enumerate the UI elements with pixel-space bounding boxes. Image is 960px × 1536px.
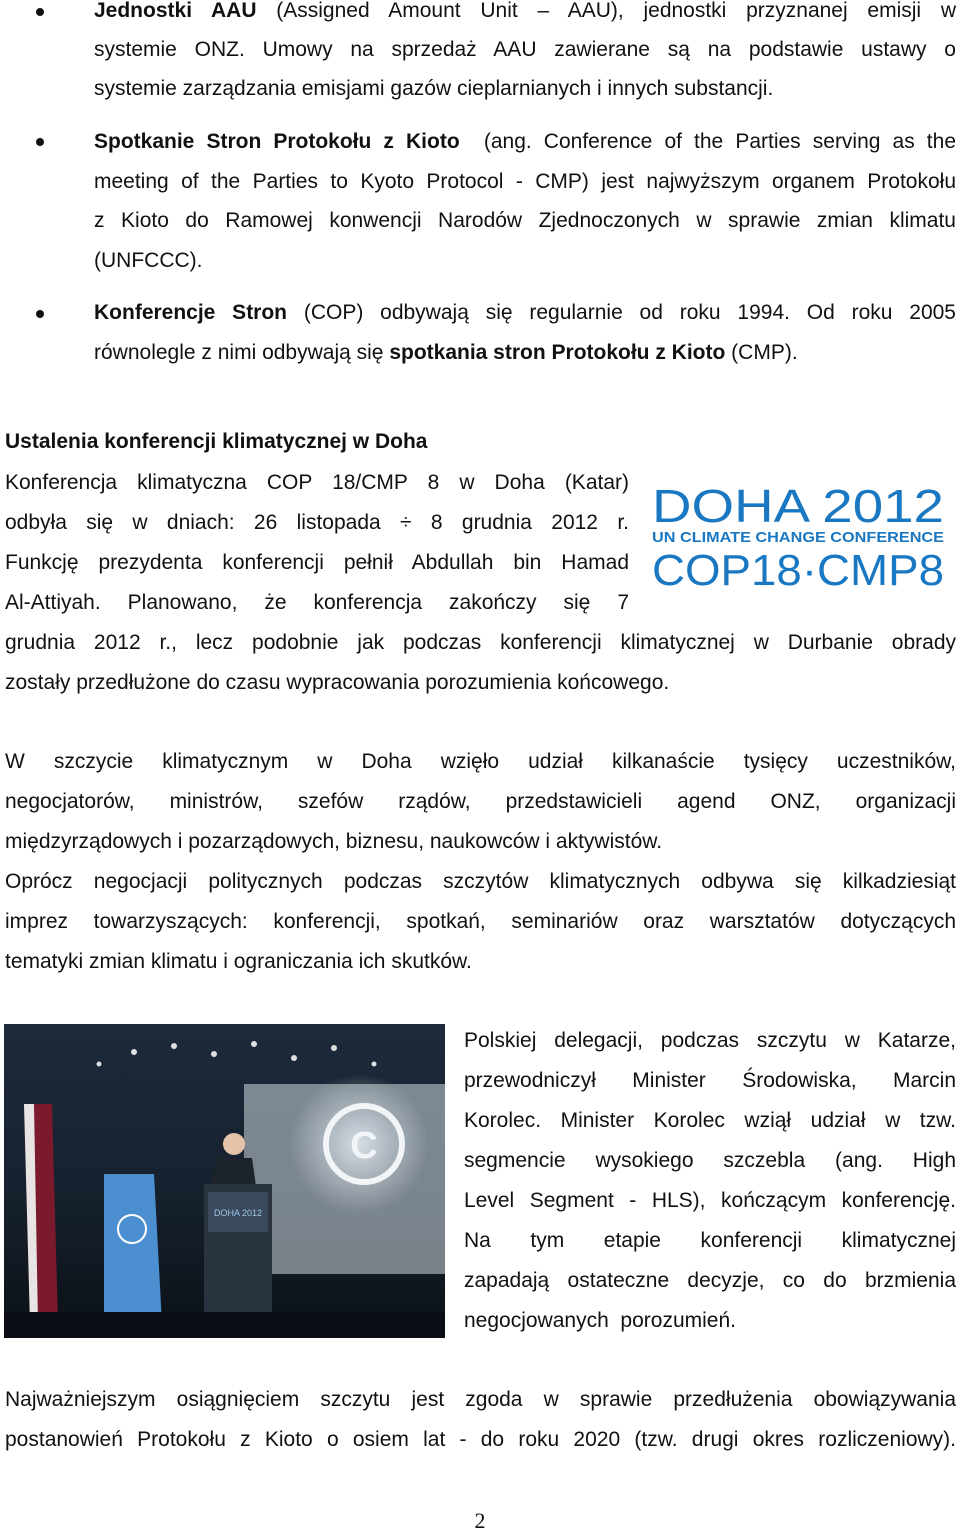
- summit-line-1: W szczycie klimatycznym w Doha wzięło udział kilkanaście tysięcy uczestników,: [5, 750, 956, 773]
- bullet-cmp-line-4: (UNFCCC).: [94, 249, 203, 272]
- delegation-line-6: Na tym etapie konferencji klimatycznej: [464, 1229, 956, 1252]
- doha-line-3: Funkcję prezydenta konferencji pełnił Abdullah bin Hamad: [5, 551, 629, 574]
- summit-line-4: Oprócz negocjacji politycznych podczas szczytów klimatycznych odbywa się kilkadziesiąt: [5, 870, 956, 893]
- un-flag: [104, 1174, 162, 1324]
- conference-photo: [4, 1024, 445, 1338]
- logo-cop18-cmp8-text: COP18·CMP8: [652, 546, 944, 588]
- summit-line-5: imprez towarzyszących: konferencji, spotkań, seminariów oraz warsztatów dotyczących: [5, 910, 956, 933]
- conference-photo-scene: [4, 1024, 445, 1338]
- logo-doha-2012-text: DOHA 2012: [652, 480, 944, 532]
- conclusion-line-1: Najważniejszym osiągnięciem szczytu jest zgoda w sprawie przedłużenia obowiązywania: [5, 1388, 956, 1411]
- bullet-cop-line-1: Konferencje Stron (COP) odbywają się regularnie od roku 1994. Od roku 2005: [94, 301, 956, 324]
- bullet-cmp-line-3: z Kioto do Ramowej konwencji Narodów Zjednoczonych w sprawie zmian klimatu: [94, 209, 956, 232]
- section-heading-doha: Ustalenia konferencji klimatycznej w Doha: [5, 430, 428, 453]
- podium-doha-text: DOHA 2012: [213, 1208, 263, 1218]
- summit-line-2: negocjatorów, ministrów, szefów rządów, przedstawicieli agend ONZ, organizacji: [5, 790, 956, 813]
- bullet-aau-line-1: Jednostki AAU (Assigned Amount Unit – AAU), jednostki przyznanej emisji w: [94, 0, 956, 22]
- bullet-aau-line-3: systemie zarządzania emisjami gazów cieplarnianych i innych substancji.: [94, 77, 774, 100]
- doha-line-2: odbyła się w dniach: 26 listopada ÷ 8 grudnia 2012 r.: [5, 511, 629, 534]
- page-number: 2: [474, 1508, 486, 1533]
- bullet-cmp-line-2: meeting of the Parties to Kyoto Protocol - CMP) jest najwyższym organem Protokołu: [94, 170, 956, 193]
- delegation-line-4: segmencie wysokiego szczebla (ang. High: [464, 1149, 956, 1172]
- summit-line-6: tematyki zmian klimatu i ograniczania ich skutków.: [5, 950, 472, 973]
- doha-2012-logo: [650, 478, 946, 588]
- doha-line-5: grudnia 2012 r., lecz podobnie jak podczas konferencji klimatycznej w Durbanie obrady: [5, 631, 956, 654]
- delegation-line-8: negocjowanych porozumień.: [464, 1309, 736, 1332]
- bullet-marker: [36, 310, 44, 318]
- delegation-line-3: Korolec. Minister Korolec wziął udział w tzw.: [464, 1109, 956, 1132]
- summit-line-3: międzyrządowych i pozarządowych, biznesu, naukowców i aktywistów.: [5, 830, 663, 853]
- svg-text:C: C: [350, 1125, 378, 1167]
- doha-line-1: Konferencja klimatyczna COP 18/CMP 8 w Doha (Katar): [5, 471, 629, 494]
- logo-conference-text: UN CLIMATE CHANGE CONFERENCE: [652, 529, 944, 546]
- bullet-aau-line-2: systemie ONZ. Umowy na sprzedaż AAU zawierane są na podstawie ustawy o: [94, 38, 956, 61]
- conclusion-line-2: postanowień Protokołu z Kioto o osiem lat - do roku 2020 (tzw. drugi okres rozliczeniowy).: [5, 1428, 956, 1451]
- bullet-marker: [36, 8, 44, 16]
- delegation-line-7: zapadają ostateczne decyzje, co do brzmienia: [464, 1269, 956, 1292]
- bullet-cmp-line-1: Spotkanie Stron Protokołu z Kioto (ang. Conference of the Parties serving as the: [94, 130, 956, 153]
- bullet-cop-line-2: równolegle z nimi odbywają się spotkania stron Protokołu z Kioto (CMP).: [94, 341, 798, 364]
- delegation-line-2: przewodniczył Minister Środowiska, Marcin: [464, 1069, 956, 1092]
- delegation-line-1: Polskiej delegacji, podczas szczytu w Katarze,: [464, 1029, 956, 1052]
- doha-line-4: Al-Attiyah. Planowano, że konferencja zakończy się 7: [5, 591, 629, 614]
- doha-line-6: zostały przedłużone do czasu wypracowania porozumienia końcowego.: [5, 671, 670, 694]
- delegation-line-5: Level Segment - HLS), kończącym konferencję.: [464, 1189, 956, 1212]
- bullet-marker: [36, 138, 44, 146]
